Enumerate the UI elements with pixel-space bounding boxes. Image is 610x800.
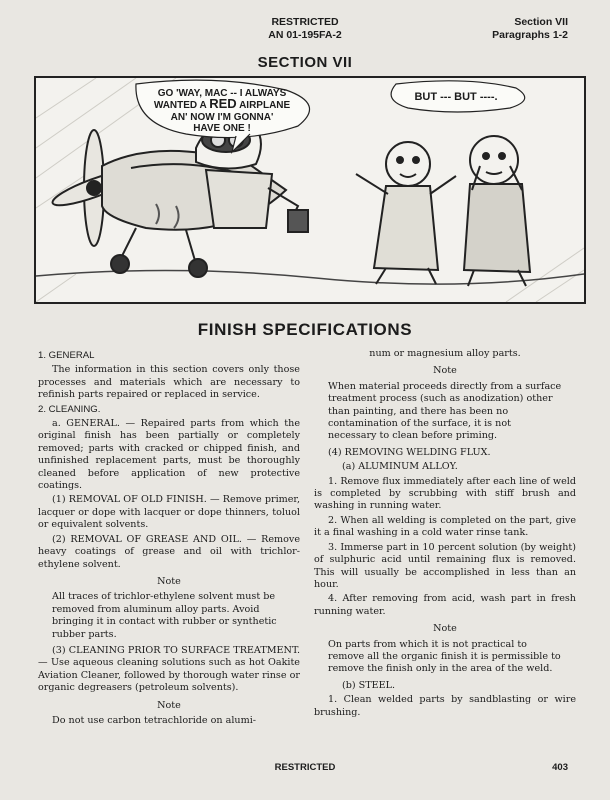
paragraph-cleaning-general: a. GENERAL. — Repaired parts from which the original finish has been partially or completely removed; parts with cracked or chipped finish, and unfinished replacement parts, must be thoroughly cleaned before application of new protective coatings. (38, 418, 300, 492)
speech-line-4: HAVE ONE ! (193, 123, 251, 134)
speech-bubble-right (391, 81, 525, 112)
paragraph-removal-old-finish: (1) REMOVAL OF OLD FINISH. — Remove primer, lacquer or dope with lacquer or dope thinners, toluol or equivalent solvents. (38, 494, 300, 531)
page-title: FINISH SPECIFICATIONS (197, 320, 413, 339)
right-column (314, 348, 576, 721)
heading-aluminum-alloy: (a) ALUMINUM ALLOY. (342, 461, 458, 473)
speech-right-text: BUT --- BUT ----. (414, 91, 498, 103)
paragraphs-label: Paragraphs 1-2 (492, 29, 568, 41)
note-heading: Note (157, 575, 181, 587)
note-anodization: When material proceeds directly from a surface treatment process (such as anodization) other than painting, and there has been no contamination of the surface, it is not necessary to clean before priming. (328, 380, 562, 442)
note-trichlor: All traces of trichlor-ethylene solvent must be removed from aluminum alloy parts. Avoid bringing it in contact with rubber or synthetic rubber parts. (52, 591, 277, 640)
step-2: 2. When all welding is completed on the part, give it a final washing in a cold water rinse tank. (314, 514, 576, 539)
footer-classification: RESTRICTED (274, 762, 336, 773)
paragraph-cleaning-prior: (3) CLEANING PRIOR TO SURFACE TREATMENT. — Use aqueous cleaning solutions such as hot Oakite Aviation Cleaner, followed by thorough water rinse or organic degreasers (petroleum solvents). (38, 644, 300, 694)
heading-steel: (b) STEEL. (342, 679, 396, 691)
section-label: Section VII (514, 16, 568, 28)
speech-line-2: WANTED A RED AIRPLANE (153, 96, 291, 111)
worried-characters (356, 136, 530, 286)
step-1: 1. Remove flux immediately after each line of weld is completed by scrubbing with stiff brush and washing in running water. (314, 475, 576, 512)
cartoon-drawing (36, 78, 584, 302)
note-heading: Note (433, 365, 457, 377)
step-steel-1: 1. Clean welded parts by sandblasting or wire brushing. (314, 694, 576, 718)
left-column (38, 348, 300, 731)
paragraph-general: The information in this section covers only those processes and materials which are necessary to refinish parts repaired or replaced in service. (38, 364, 300, 401)
heading-cleaning: 2. CLEANING. (38, 403, 101, 415)
step-3: 3. Immerse part in 10 percent solution (by weight) of sulphuric acid until remaining flux is removed. This will usually be accomplished in less than an hour. (314, 541, 576, 590)
note-continuation: num or magnesium alloy parts. (369, 348, 521, 359)
heading-general: 1. GENERAL (38, 350, 95, 361)
classification-label: RESTRICTED (271, 16, 339, 28)
speech-line-3: AN' NOW I'M GONNA' (170, 112, 274, 123)
heading-removing-welding-flux: (4) REMOVING WELDING FLUX. (328, 446, 491, 458)
paragraph-removal-grease: (2) REMOVAL OF GREASE AND OIL. — Remove heavy coatings of grease and oil with trichlor-ethylene solvent. (38, 533, 300, 570)
cartoon-illustration (34, 76, 586, 304)
page-header-right (492, 16, 568, 42)
speech-line-1: GO 'WAY, MAC -- I ALWAYS (157, 88, 287, 99)
page-number: 403 (552, 762, 568, 773)
note-heading: Note (433, 623, 457, 635)
step-4: 4. After removing from acid, wash part in fresh running water. (314, 593, 576, 617)
note-organic-finish: On parts from which it is not practical to remove all the organic finish it is permissible to remove the finish only in the area of the weld. (328, 638, 561, 675)
note-heading: Note (157, 699, 181, 711)
note-carbon-tetrachloride: Do not use carbon tetrachloride on alumi- (52, 714, 257, 726)
section-title: SECTION VII (257, 54, 353, 71)
document-number: AN 01-195FA-2 (268, 29, 342, 41)
